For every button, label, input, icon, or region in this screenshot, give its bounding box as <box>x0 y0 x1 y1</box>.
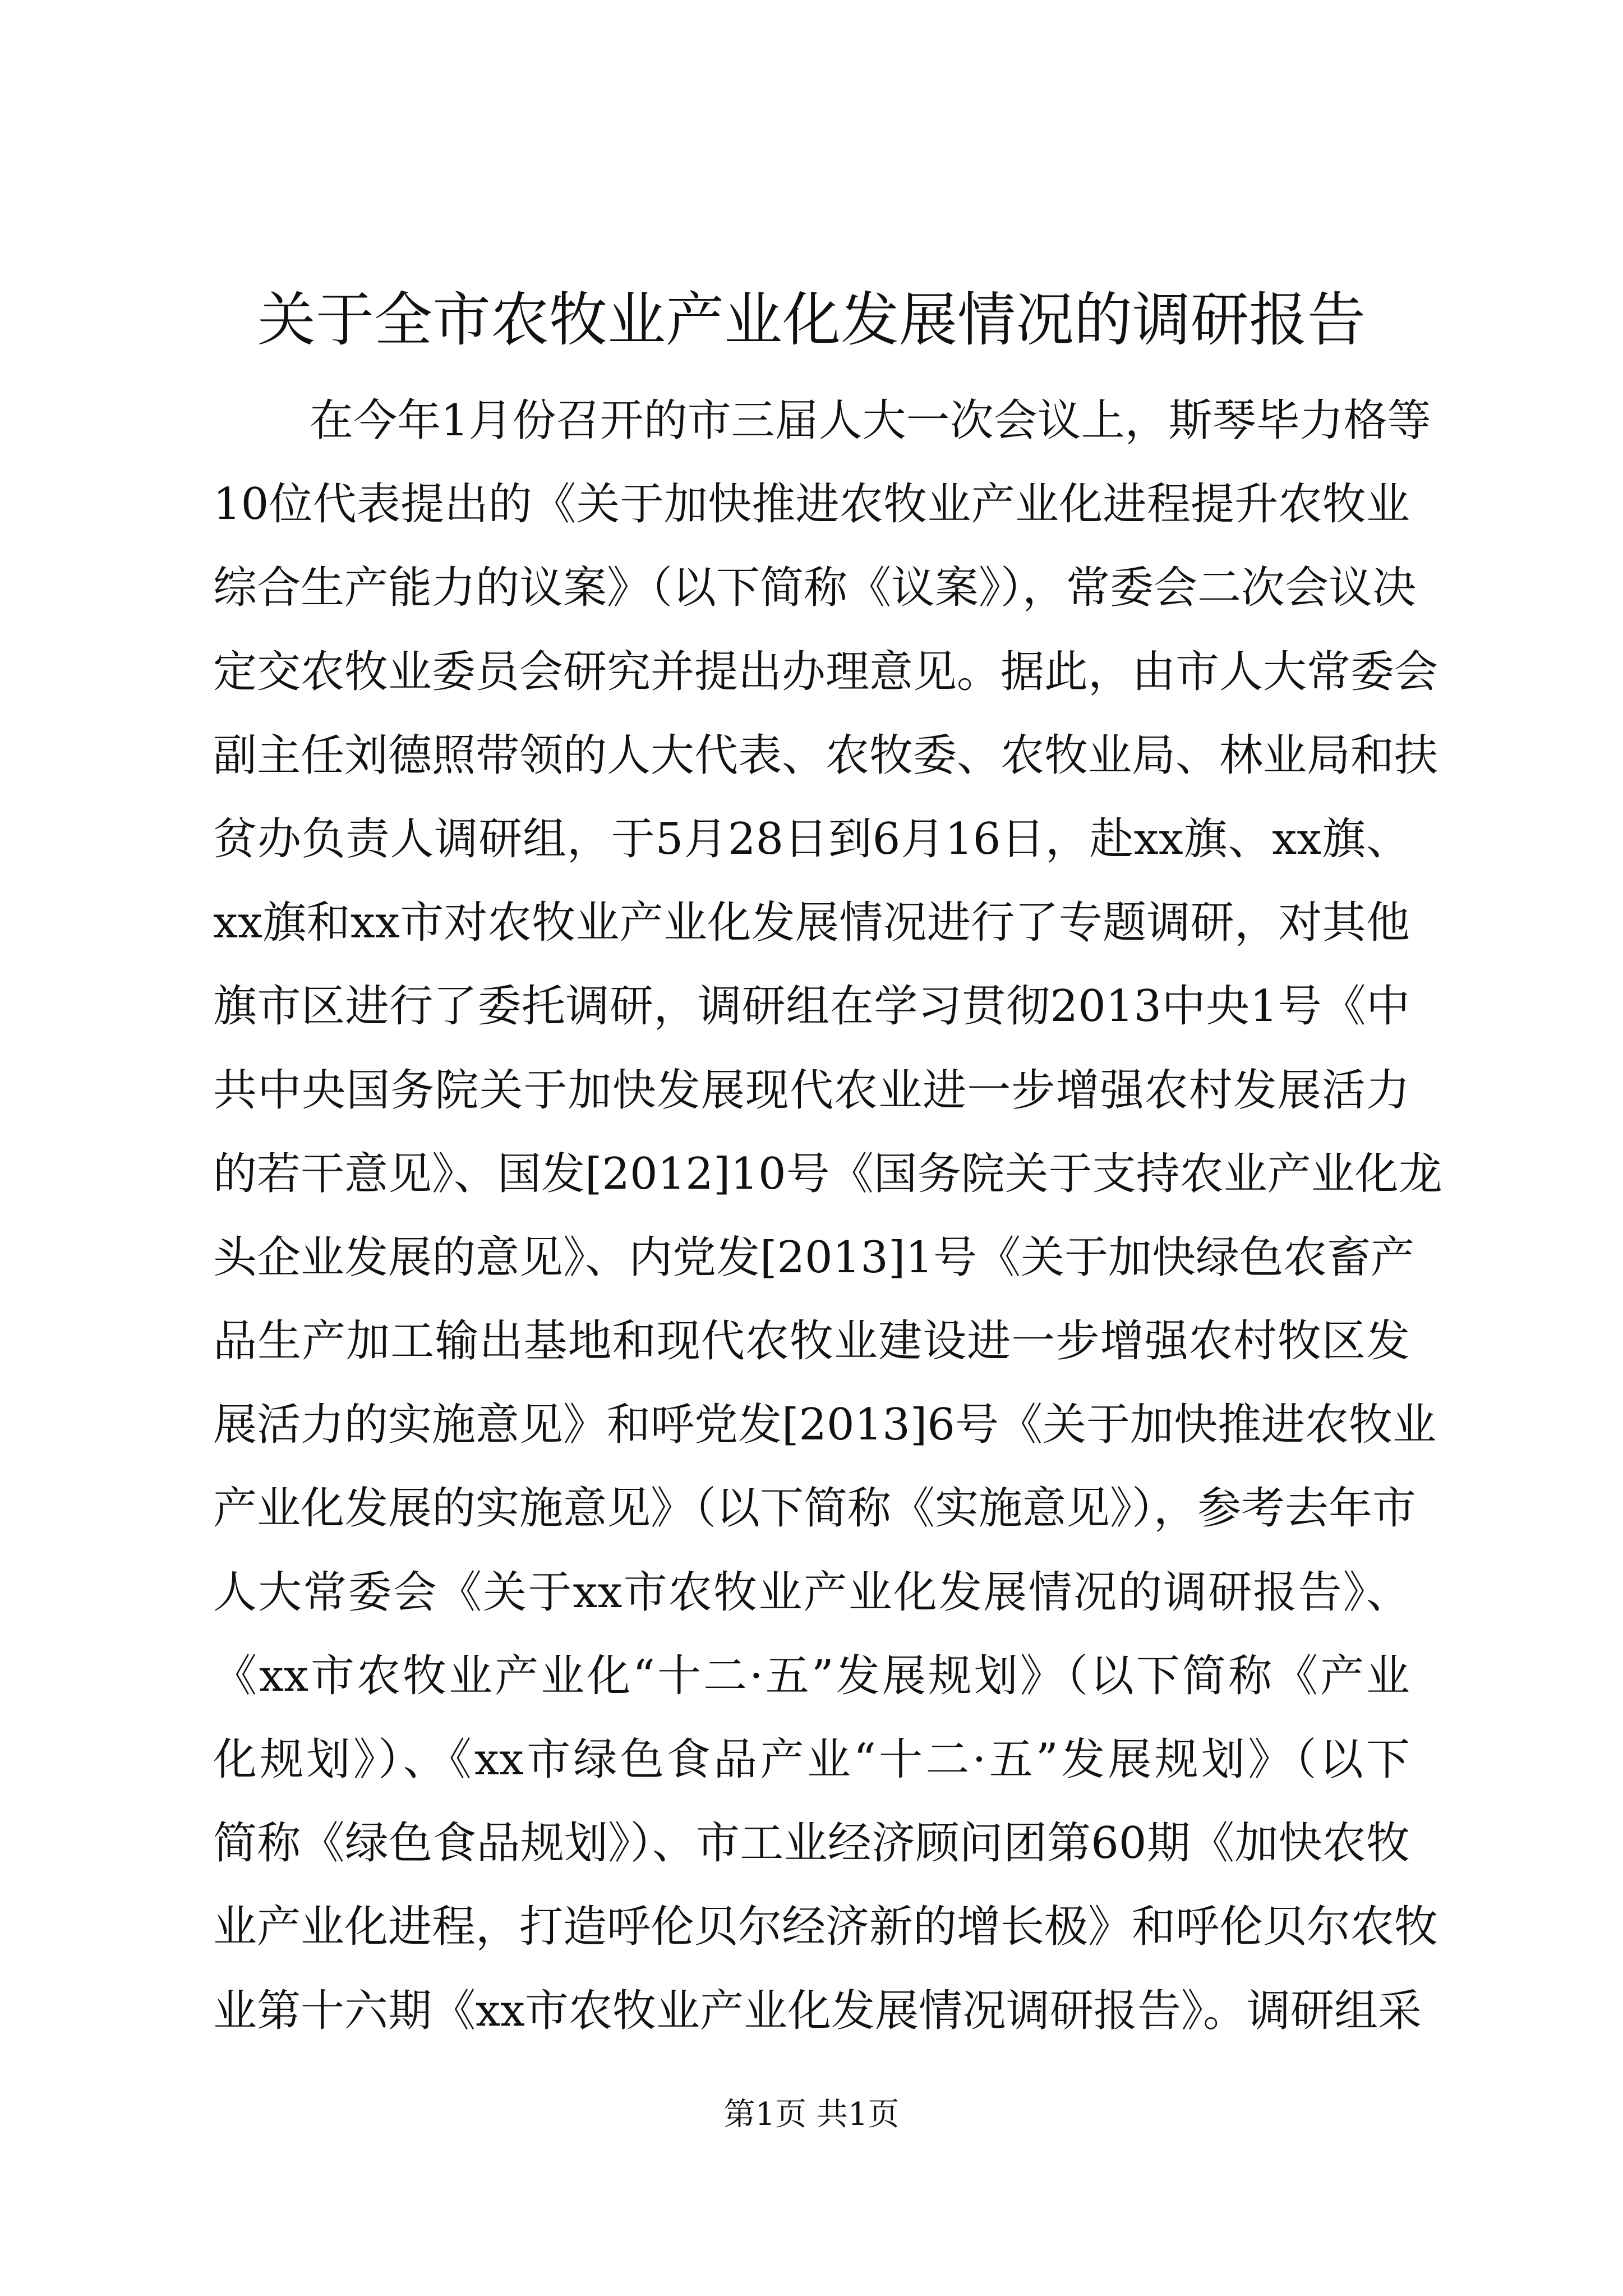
body-line: 的若干意见》、国发[2012]10号《国务院关于支持农业产业化龙 <box>213 1148 1442 1199</box>
body-line: 头企业发展的意见》、内党发[2013]1号《关于加快绿色农畜产 <box>213 1232 1414 1283</box>
body-line: 共中央国务院关于加快发展现代农业进一步增强农村发展活力 <box>213 1065 1410 1116</box>
document-body <box>213 379 1442 2053</box>
body-line: 业产业化进程，打造呼伦贝尔经济新的增长极》和呼伦贝尔农牧 <box>213 1902 1438 1953</box>
body-line: 业第十六期《xx市农牧业产业化发展情况调研报告》。调研组采 <box>213 1985 1422 2036</box>
body-line: 在今年1月份召开的市三届人大一次会议上，斯琴毕力格等 <box>310 395 1431 446</box>
body-line: 展活力的实施意见》和呼党发[2013]6号《关于加快推进农牧业 <box>213 1400 1436 1451</box>
body-line: 人大常委会《关于xx市农牧业产业化发展情况的调研报告》、 <box>213 1567 1410 1618</box>
document-title: 关于全市农牧业产业化发展情况的调研报告 <box>257 286 1366 354</box>
body-line: 化规划》）、《xx市绿色食品产业“十二·五”发展规划》（以下 <box>213 1734 1410 1785</box>
body-line: 旗市区进行了委托调研，调研组在学习贯彻2013中央1号《中 <box>213 981 1410 1032</box>
body-line: 品生产加工输出基地和现代农牧业建设进一步增强农村牧区发 <box>213 1316 1410 1367</box>
body-line: xx旗和xx市对农牧业产业化发展情况进行了专题调研，对其他 <box>213 898 1410 949</box>
body-line: 产业化发展的实施意见》（以下简称《实施意见》），参考去年市 <box>213 1483 1417 1534</box>
body-line: 综合生产能力的议案》（以下简称《议案》），常委会二次会议决 <box>213 563 1417 614</box>
body-line: 副主任刘德照带领的人大代表、农牧委、农牧业局、林业局和扶 <box>213 730 1438 781</box>
body-line: 贫办负责人调研组，于5月28日到6月16日，赴xx旗、xx旗、 <box>213 813 1410 864</box>
body-line: 《xx市农牧业产业化“十二·五”发展规划》（以下简称《产业 <box>213 1650 1410 1701</box>
body-line: 10位代表提出的《关于加快推进农牧业产业化进程提升农牧业 <box>213 479 1410 530</box>
page-footer: 第1页 共1页 <box>723 2096 900 2133</box>
body-line: 简称《绿色食品规划》）、市工业经济顾问团第60期《加快农牧 <box>213 1818 1410 1869</box>
body-line: 定交农牧业委员会研究并提出办理意见。据此，由市人大常委会 <box>213 646 1438 697</box>
